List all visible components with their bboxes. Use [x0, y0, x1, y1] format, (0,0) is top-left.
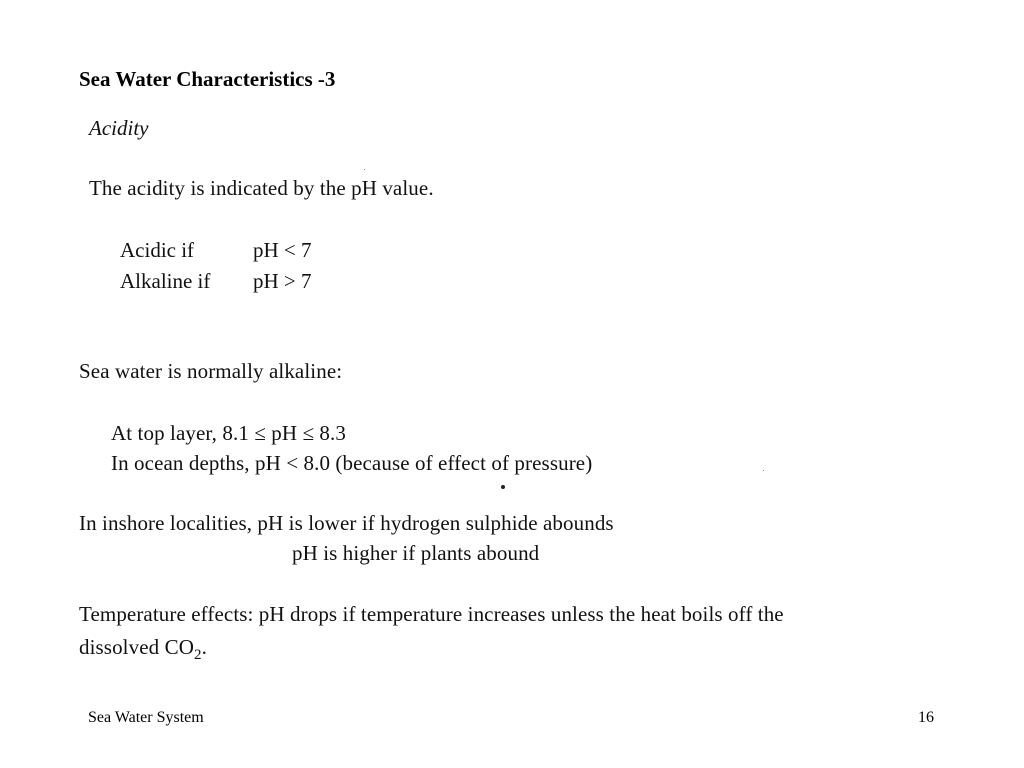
scan-speck: [364, 169, 365, 170]
slide-title: Sea Water Characteristics -3: [79, 67, 336, 91]
page-number: 16: [918, 709, 934, 726]
alkaline-heading: Sea water is normally alkaline:: [79, 359, 343, 383]
inshore-line-1: In inshore localities, pH is lower if hydrogen sulphide abounds: [79, 511, 614, 535]
temperature-line-2-period: .: [201, 635, 207, 659]
intro-text: The acidity is indicated by the pH value.: [89, 176, 434, 200]
bullet-dot: [501, 485, 505, 489]
co2-subscript: 2: [193, 647, 202, 664]
inshore-line-2: pH is higher if plants abound: [292, 541, 540, 565]
temperature-line-2: [79, 635, 207, 664]
footer-title: Sea Water System: [88, 709, 204, 726]
rule-value-acidic: pH < 7: [253, 238, 312, 262]
section-heading-acidity: Acidity: [89, 116, 149, 140]
temperature-line-1: Temperature effects: pH drops if temperature increases unless the heat boils off the: [79, 602, 784, 626]
scan-speck: [763, 470, 764, 471]
rule-value-alkaline: pH > 7: [253, 269, 312, 293]
alkaline-line-ocean-depths: In ocean depths, pH < 8.0 (because of effect of pressure): [111, 451, 593, 475]
rule-label-acidic: Acidic if: [120, 238, 195, 262]
temperature-line-2-text: dissolved CO: [79, 635, 194, 659]
rule-label-alkaline: Alkaline if: [120, 269, 211, 293]
alkaline-line-top-layer: At top layer, 8.1 ≤ pH ≤ 8.3: [111, 421, 346, 445]
